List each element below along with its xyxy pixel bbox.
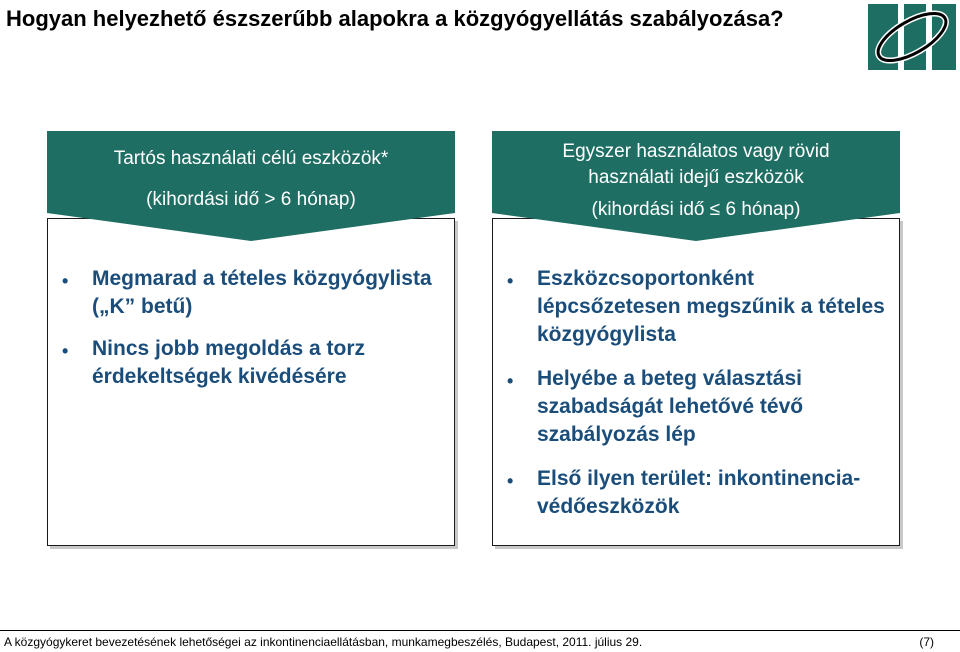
left-bullet-list [48,265,448,391]
footer-text: A közgyógykeret bevezetésének lehetőségei az inkontinenciaellátásban, munkamegbeszélés, Budapest, 2011. július 29. [4,635,643,649]
slide-title: Hogyan helyezhető észszerűbb alapokra a közgyógyellátás szabályozása? [6,6,784,31]
left-panel [47,218,455,546]
footer-divider [0,630,960,631]
left-header-line1: Tartós használati célú eszközök* [113,148,389,169]
bullet-icon: • [507,471,514,491]
left-panel-header [47,131,455,241]
right-header-line1: Egyszer használatos vagy rövid használati idejű eszközök [562,141,830,188]
list-item: • Nincs jobb megoldás a torz érdekeltségek kivédésére [62,337,366,388]
list-item: • Eszközcsoportonként lépcsőzetesen megszűnik a tételes közgyógylista [507,267,885,346]
company-logo-icon [868,4,956,70]
bullet-icon: • [507,271,514,291]
right-panel [492,218,900,546]
bullet-icon: • [62,341,69,361]
left-header-line2: (kihordási idő > 6 hónap) [146,189,356,210]
list-item: • Megmarad a tételes közgyógylista („K” betű) [62,267,432,318]
right-panel-header [492,131,900,241]
page-number: (7) [919,635,934,649]
bullet-icon: • [507,371,514,391]
right-header-line2: (kihordási idő ≤ 6 hónap) [591,199,801,220]
list-item: • Első ilyen terület: inkontinencia-védőeszközök [507,467,861,518]
right-bullet-list [493,265,893,521]
list-item: • Helyébe a beteg választási szabadságát lehetővé tévő szabályozás lép [507,367,804,446]
bullet-icon: • [62,271,69,291]
